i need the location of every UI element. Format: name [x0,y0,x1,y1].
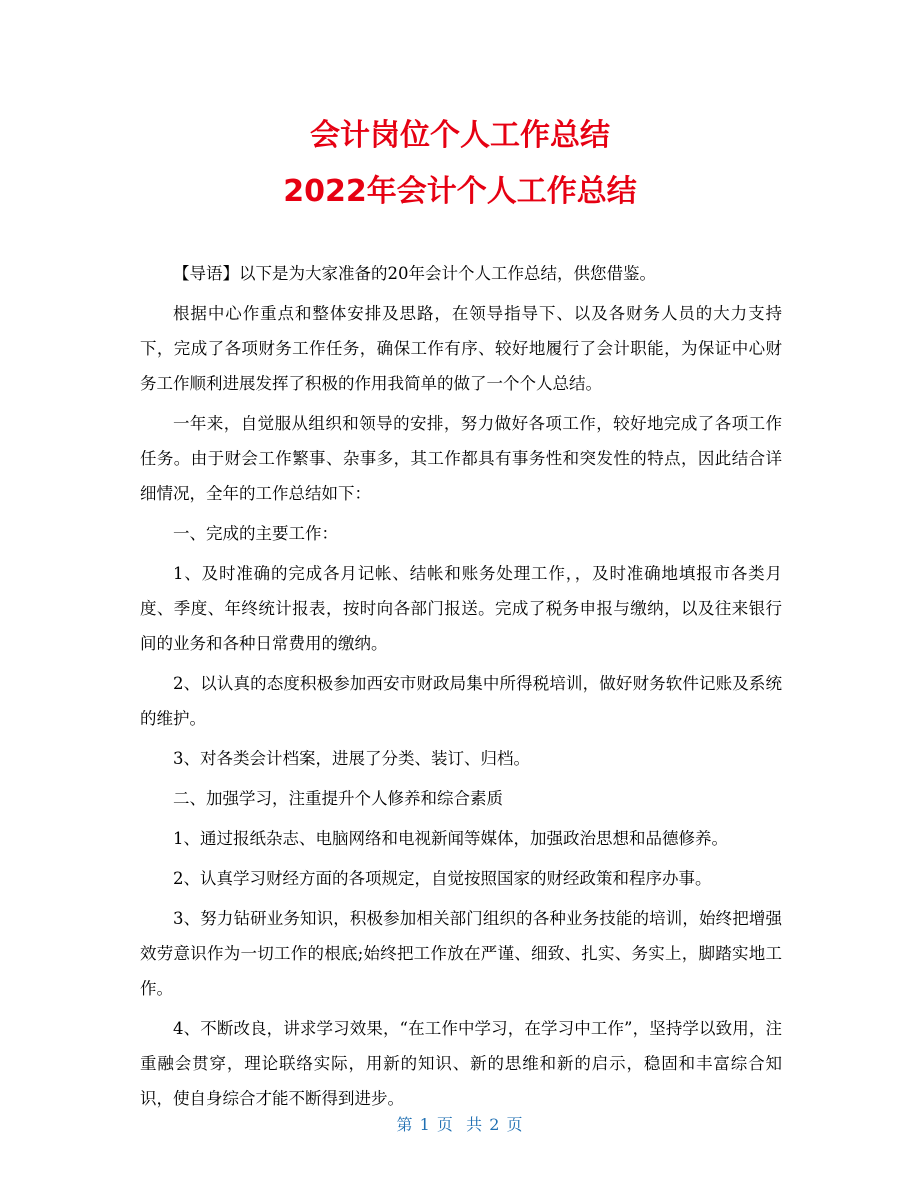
page-number-footer [0,1114,920,1136]
footer-suffix: 页 [506,1115,524,1134]
body-paragraph: 3、努力钻研业务知识，积极参加相关部门组织的各种业务技能的培训，始终把增强效劳意识作为一切工作的根底;始终把工作放在严谨、细致、扎实、务实上，脚踏实地工作。 [140,909,782,998]
footer-mid: 页 共 [436,1115,484,1134]
body-paragraph: 根据中心作重点和整体安排及思路，在领导指导下、以及各财务人员的大力支持下，完成了各项财务工作任务，确保工作有序、较好地履行了会计职能，为保证中心财务工作顺利进展发挥了积极的作用我简单的做了一个个人总结。 [140,304,782,393]
body-paragraph: 4、不断改良，讲求学习效果，“在工作中学习，在学习中工作”，坚持学以致用，注重融会贯穿，理论联络实际，用新的知识、新的思维和新的启示，稳固和丰富综合知识，使自身综合才能不断得到进步。 [140,1019,782,1108]
document-title: 会计岗位个人工作总结 [310,118,610,153]
footer-prefix: 第 [396,1115,414,1134]
intro-paragraph: 【导语】以下是为大家准备的20年会计个人工作总结，供您借鉴。 [173,264,656,283]
document-subtitle: 2022年会计个人工作总结 [283,174,637,209]
section-heading: 二、加强学习，注重提升个人修养和综合素质 [173,789,503,808]
section-heading: 一、完成的主要工作： [173,524,338,543]
body-paragraph: 1、及时准确的完成各月记帐、结帐和账务处理工作，，及时准确地填报市各类月度、季度、年终统计报表，按时向各部门报送。完成了税务申报与缴纳，以及往来银行间的业务和各种日常费用的缴纳。 [140,564,782,653]
body-paragraph: 2、认真学习财经方面的各项规定，自觉按照国家的财经政策和程序办事。 [173,869,712,888]
body-paragraph: 1、通过报纸杂志、电脑网络和电视新闻等媒体，加强政治思想和品德修养。 [173,829,728,848]
footer-total-pages: 2 [489,1115,501,1134]
document-body [140,256,782,1116]
footer-current-page: 1 [419,1115,431,1134]
body-paragraph: 2、以认真的态度积极参加西安市财政局集中所得税培训，做好财务软件记账及系统的维护。 [140,674,782,728]
body-paragraph: 一年来，自觉服从组织和领导的安排，努力做好各项工作，较好地完成了各项工作任务。由于财会工作繁事、杂事多，其工作都具有事务性和突发性的特点，因此结合详细情况，全年的工作总结如下： [140,414,782,503]
body-paragraph: 3、对各类会计档案，进展了分类、装订、归档。 [173,749,530,768]
